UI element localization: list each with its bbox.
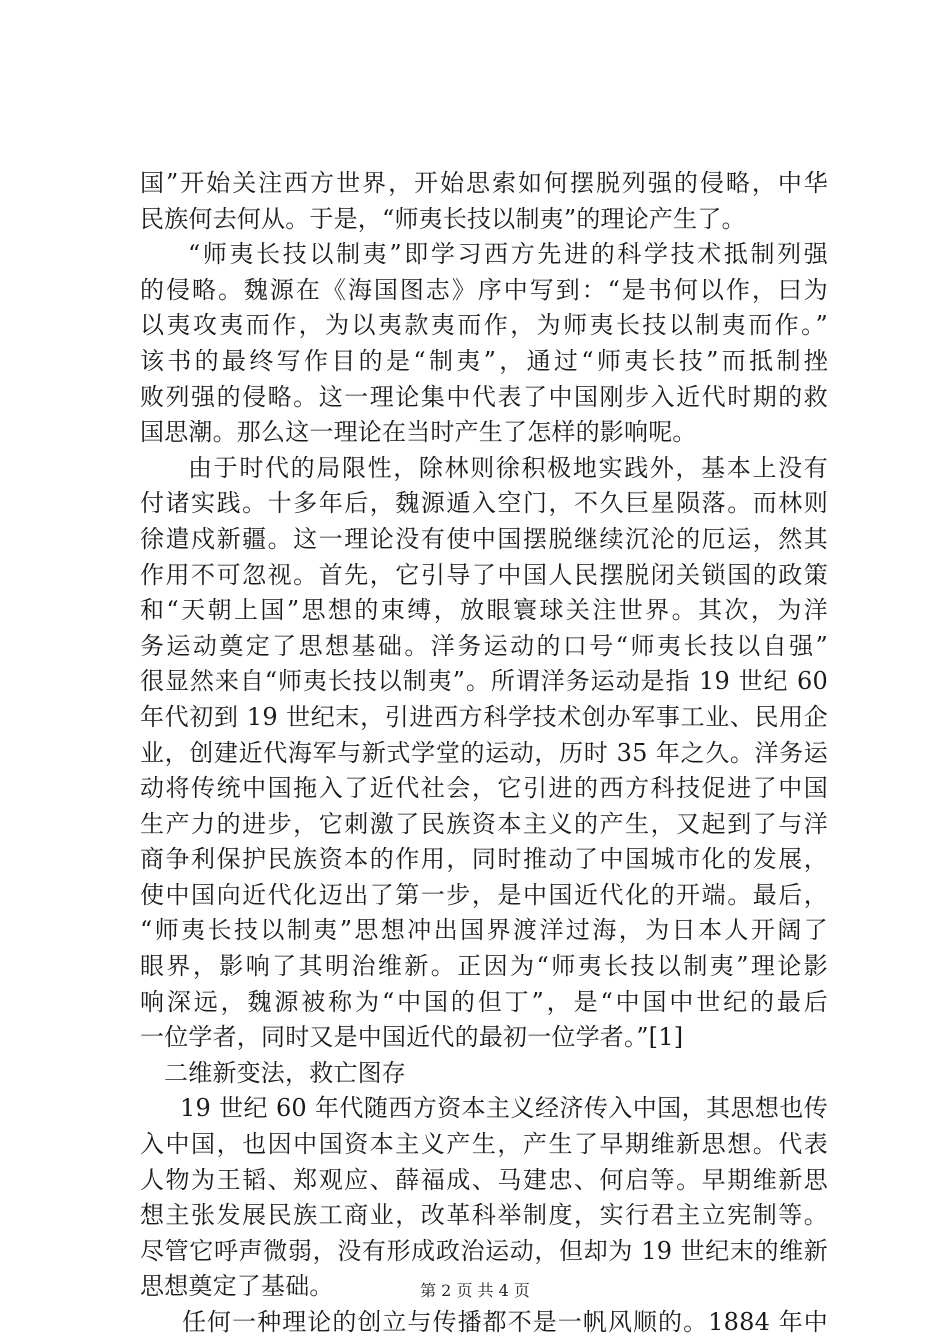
- text-line: 生产力的进步，它刺激了民族资本主义的产生，又起到了与洋: [140, 809, 828, 838]
- text-line: 和“天朝上国”思想的束缚，放眼寰球关注世界。其次，为洋: [140, 596, 828, 625]
- text-line: 民族何去何从。于是，“师夷长技以制夷”的理论产生了。: [140, 204, 746, 233]
- text-line: 商争利保护民族资本的作用，同时推动了中国城市化的发展，: [140, 845, 828, 874]
- text-line: “师夷长技以制夷”即学习西方先进的科学技术抵制列强: [188, 240, 828, 269]
- text-line: 眼界，影响了其明治维新。正因为“师夷长技以制夷”理论影: [140, 952, 828, 981]
- text-line: 想主张发展民族工商业，改革科举制度，实行君主立宪制等。: [140, 1201, 828, 1230]
- text-line: 动将传统中国拖入了近代社会，它引进的西方科技促进了中国: [140, 774, 828, 803]
- text-line: 任何一种理论的创立与传播都不是一帆风顺的。1884 年中: [182, 1308, 828, 1336]
- text-line: 徐遣戍新疆。这一理论没有使中国摆脱继续沉沦的厄运，然其: [140, 524, 828, 553]
- text-line: 思想奠定了基础。: [140, 1272, 334, 1301]
- text-line: 的侵略。魏源在《海国图志》序中写到：“是书何以作，曰为: [140, 275, 828, 304]
- text-line: 该书的最终写作目的是“制夷”，通过“师夷长技”而抵制挫: [140, 346, 828, 375]
- text-line: 业，创建近代海军与新式学堂的运动，历时 35 年之久。洋务运: [140, 738, 828, 767]
- text-line: 入中国，也因中国资本主义产生，产生了早期维新思想。代表: [140, 1130, 828, 1159]
- text-line: 务运动奠定了思想基础。洋务运动的口号“师夷长技以自强”: [140, 631, 828, 660]
- text-line: 由于时代的局限性，除林则徐积极地实践外，基本上没有: [188, 453, 828, 482]
- text-line: 国”开始关注西方世界，开始思索如何摆脱列强的侵略，中华: [140, 169, 828, 197]
- page-number-footer: 第 2 页 共 4 页: [420, 1281, 530, 1300]
- text-line: 一位学者，同时又是中国近代的最初一位学者。”[1]: [140, 1023, 684, 1052]
- text-line: 付诸实践。十多年后，魏源遁入空门，不久巨星陨落。而林则: [140, 489, 828, 518]
- text-line: “师夷长技以制夷”思想冲出国界渡洋过海，为日本人开阔了: [140, 916, 828, 945]
- text-line: 败列强的侵略。这一理论集中代表了中国刚步入近代时期的救: [140, 382, 828, 411]
- text-line: 响深远，魏源被称为“中国的但丁”，是“中国中世纪的最后: [140, 987, 828, 1016]
- text-line: 二维新变法，救亡图存: [164, 1058, 406, 1087]
- text-line: 使中国向近代化迈出了第一步，是中国近代化的开端。最后，: [140, 880, 828, 909]
- text-line: 作用不可忽视。首先，它引导了中国人民摆脱闭关锁国的政策: [140, 560, 828, 589]
- text-line: 很显然来自“师夷长技以制夷”。所谓洋务运动是指 19 世纪 60: [140, 667, 828, 696]
- text-line: 19 世纪 60 年代随西方资本主义经济传入中国，其思想也传: [180, 1094, 828, 1123]
- text-line: 以夷攻夷而作，为以夷款夷而作，为师夷长技以制夷而作。”: [140, 311, 828, 340]
- document-body: [140, 166, 828, 1341]
- text-line: 人物为王韬、郑观应、薛福成、马建忠、何启等。早期维新思: [140, 1165, 828, 1194]
- text-line: 年代初到 19 世纪末，引进西方科学技术创办军事工业、民用企: [140, 702, 828, 731]
- text-line: 尽管它呼声微弱，没有形成政治运动，但却为 19 世纪末的维新: [140, 1236, 828, 1265]
- text-line: 国思潮。那么这一理论在当时产生了怎样的影响呢。: [140, 418, 697, 447]
